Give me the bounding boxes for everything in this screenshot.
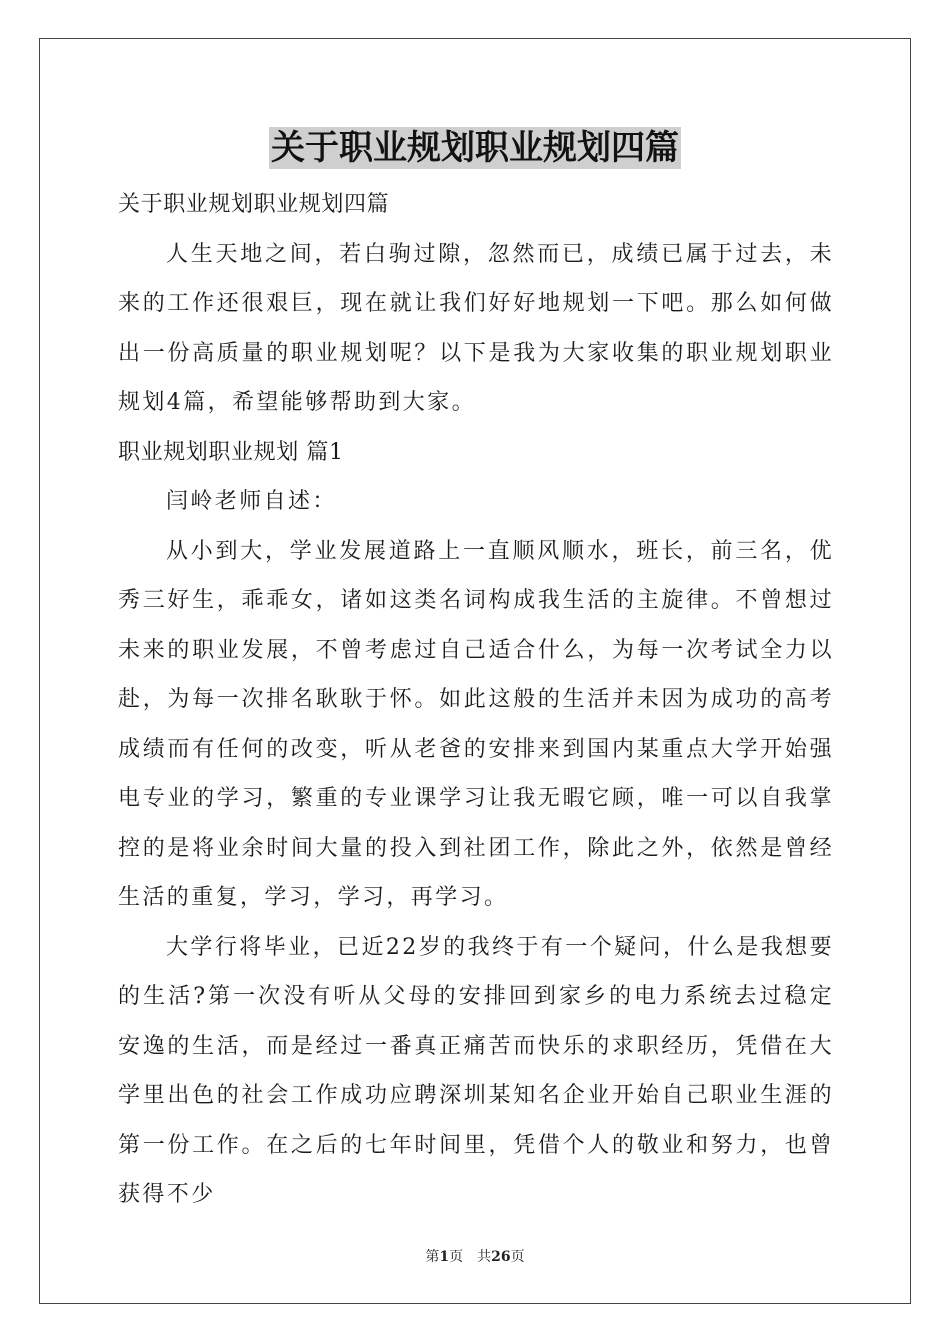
body-paragraph: 从小到大，学业发展道路上一直顺风顺水，班长，前三名，优秀三好生，乖乖女，诸如这类名词构成我生活的主旋律。不曾想过未来的职业发展，不曾考虑过自己适合什么，为每一次考试全力以赴，为每一次排名耿耿于怀。如此这般的生活并未因为成功的高考成绩而有任何的改变，听从老爸的安排来到国内某重点大学开始强电专业的学习，繁重的专业课学习让我无暇它顾，唯一可以自我掌控的是将业余时间大量的投入到社团工作，除此之外，依然是曾经生活的重复，学习，学习，再学习。: [118, 538, 834, 910]
page-prefix: 第: [425, 1249, 440, 1265]
total-prefix: 共: [477, 1249, 492, 1265]
subtitle-paragraph: 关于职业规划职业规划四篇: [118, 192, 390, 217]
total-page-count: 26: [491, 1249, 511, 1265]
page-footer: [0, 1247, 950, 1267]
document-title: 关于职业规划职业规划四篇: [271, 128, 679, 168]
section-heading: 职业规划职业规划 篇1: [118, 439, 344, 465]
total-suffix: 页: [510, 1249, 525, 1265]
body-paragraph: 闫岭老师自述：: [166, 489, 337, 514]
page-suffix: 页: [449, 1249, 464, 1265]
intro-paragraph: 人生天地之间，若白驹过隙，忽然而已，成绩已属于过去，未来的工作还很艰巨，现在就让我们好好地规划一下吧。那么如何做出一份高质量的职业规划呢？以下是我为大家收集的职业规划职业规划4篇，希望能够帮助到大家。: [118, 241, 834, 415]
document-body: [118, 180, 834, 1220]
body-paragraph: 大学行将毕业，已近22岁的我终于有一个疑问，什么是我想要的生活?第一次没有听从父母的安排回到家乡的电力系统去过稳定安逸的生活，而是经过一番真正痛苦而快乐的求职经历，凭借在大学里出色的社会工作成功应聘深圳某知名企业开始自己职业生涯的第一份工作。在之后的七年时间里，凭借个人的敬业和努力，也曾获得不少: [118, 934, 834, 1207]
title-block: [0, 127, 950, 169]
current-page-number: 1: [439, 1249, 450, 1265]
